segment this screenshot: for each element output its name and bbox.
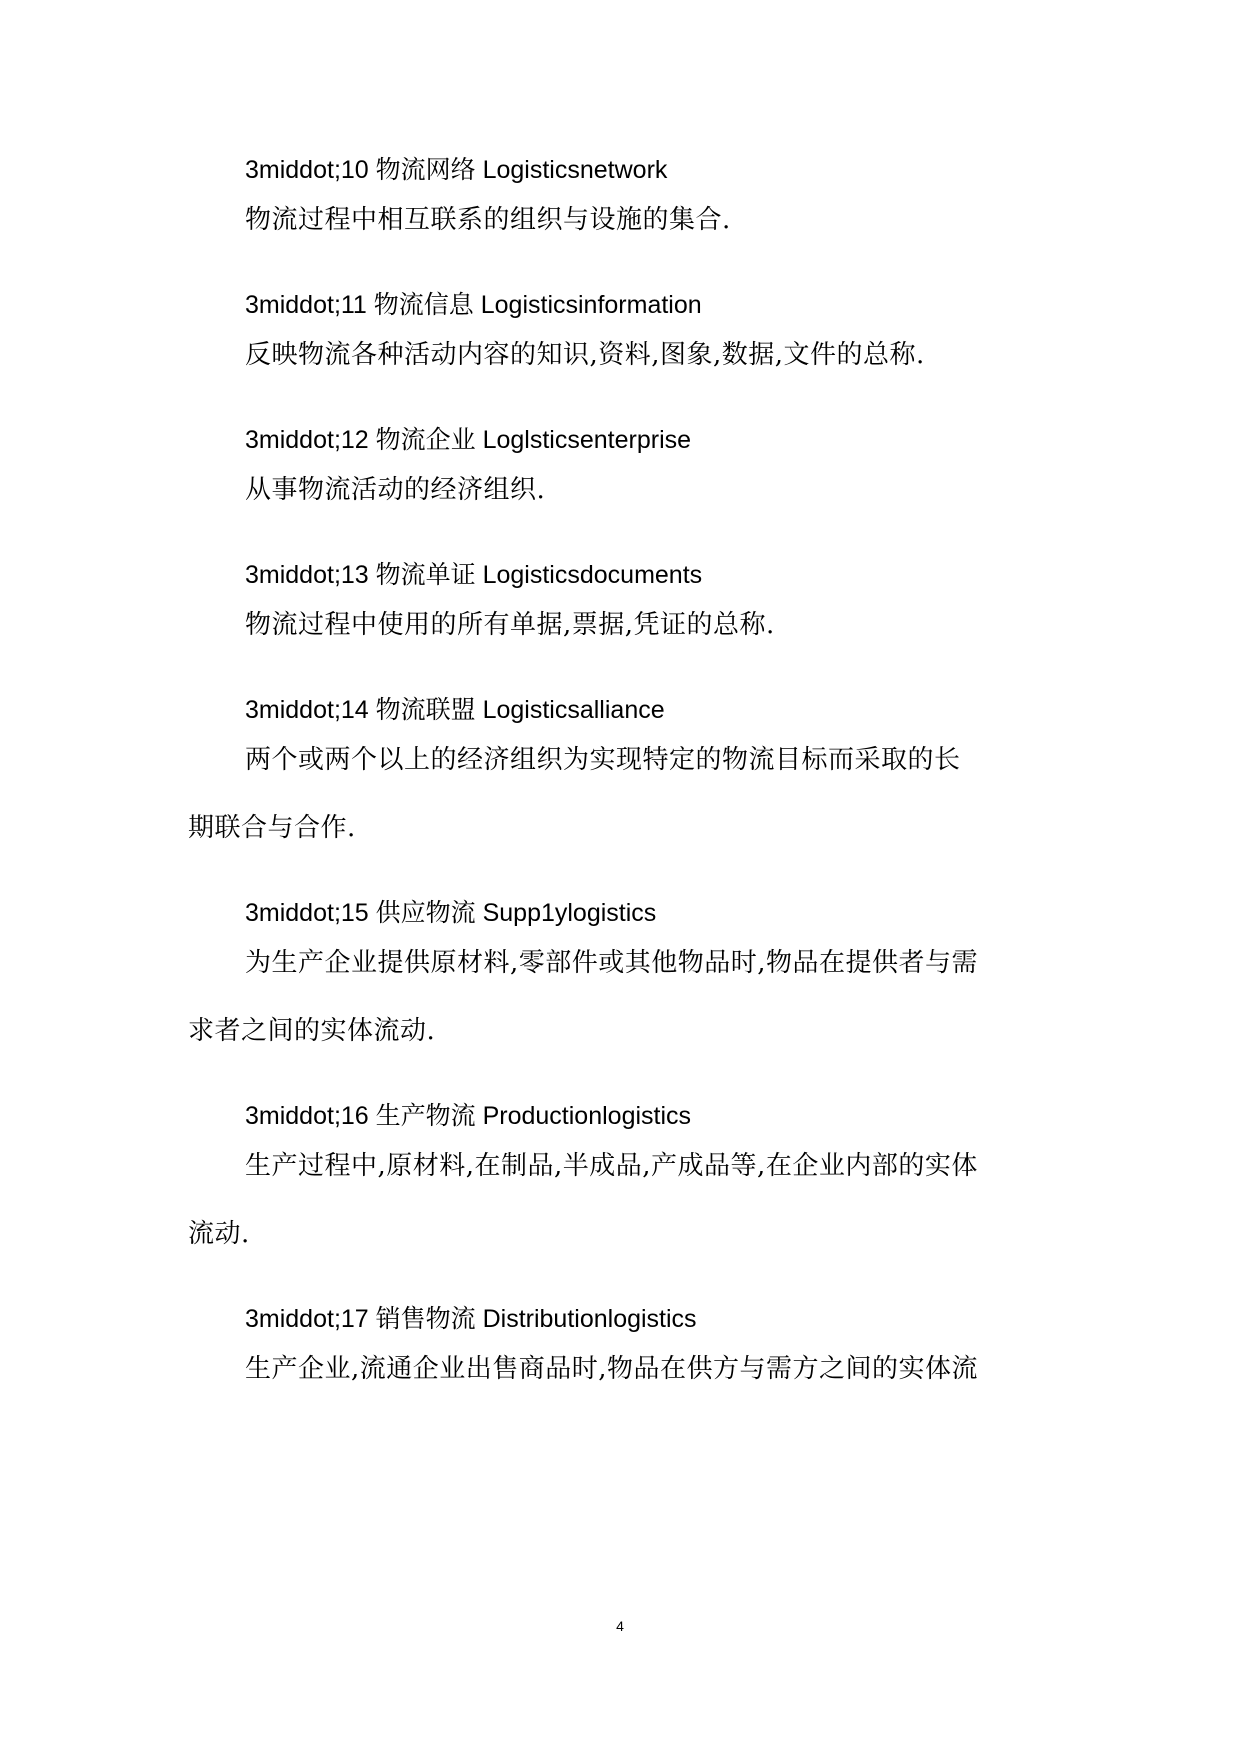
entry-definition: 为生产企业提供原材料,零部件或其他物品时,物品在提供者与需 <box>245 948 979 978</box>
page-number: 4 <box>616 1618 624 1634</box>
entry-heading: 3middot;15 供应物流 Supp1ylogistics <box>245 899 657 927</box>
entry-definition: 物流过程中使用的所有单据,票据,凭证的总称. <box>245 610 775 640</box>
entry-definition: 生产过程中,原材料,在制品,半成品,产成品等,在企业内部的实体 <box>245 1151 978 1181</box>
entry-heading: 3middot;16 生产物流 Productionlogistics <box>245 1102 692 1130</box>
entry-definition-continuation: 期联合与合作. <box>188 813 356 843</box>
entry-definition: 生产企业,流通企业出售商品时,物品在供方与需方之间的实体流 <box>245 1354 979 1384</box>
entry-heading: 3middot;11 物流信息 Logisticsinformation <box>245 291 702 319</box>
entry-definition: 物流过程中相互联系的组织与设施的集合. <box>245 205 731 235</box>
entry-heading: 3middot;13 物流单证 Logisticsdocuments <box>245 561 703 589</box>
entry-definition-continuation: 流动. <box>188 1219 250 1249</box>
entry-heading: 3middot;12 物流企业 Loglsticsenterprise <box>245 426 692 454</box>
entry-heading: 3middot;17 销售物流 Distributionlogistics <box>245 1305 697 1333</box>
entry-definition: 从事物流活动的经济组织. <box>245 475 546 505</box>
entry-definition: 两个或两个以上的经济组织为实现特定的物流目标而采取的长 <box>245 745 961 775</box>
entry-definition: 反映物流各种活动内容的知识,资料,图象,数据,文件的总称. <box>245 340 925 370</box>
entry-definition-continuation: 求者之间的实体流动. <box>188 1016 436 1046</box>
entry-heading: 3middot;10 物流网络 Logisticsnetwork <box>245 156 668 184</box>
entry-heading: 3middot;14 物流联盟 Logisticsalliance <box>245 696 665 724</box>
